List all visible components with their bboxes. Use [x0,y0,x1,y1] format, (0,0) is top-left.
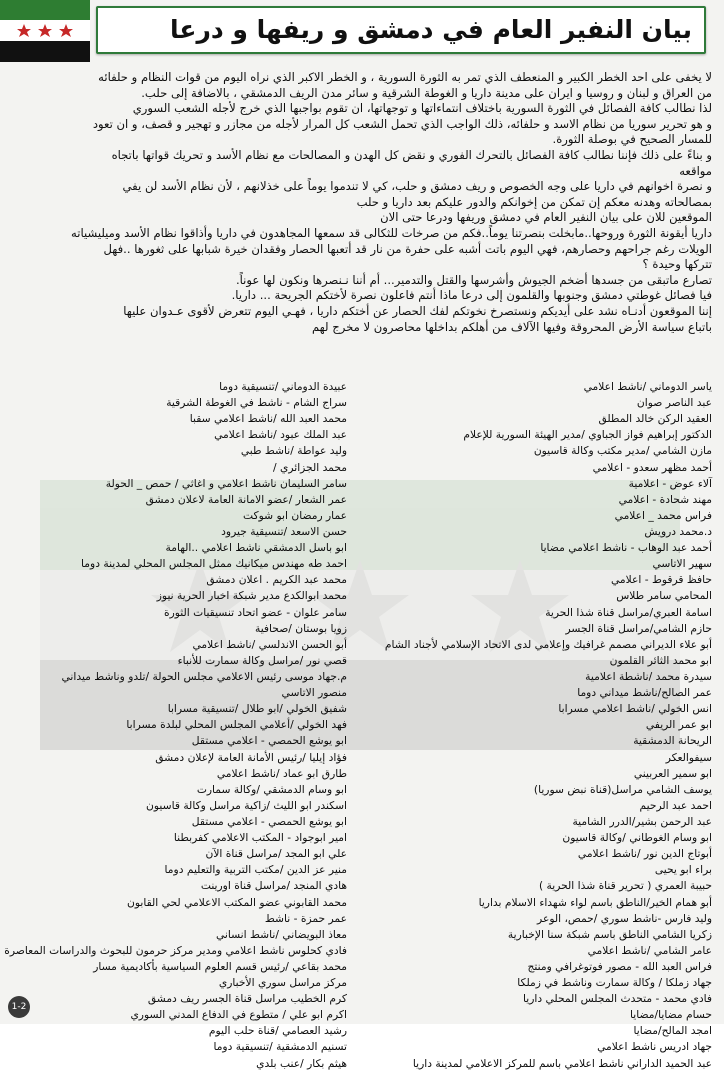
signatory-name: حافظ قرقوط - اعلامي [610,573,712,587]
signatory-name: آلاء عوض - اعلامية [628,476,712,490]
signatory-name: أبوتاج الدين نور /ناشط اعلامي [577,847,712,861]
signatory-name: احمد عبد الرحيم [639,798,712,812]
statement-line: و بناءً على ذلك فإننا نطالب كافة الفصائل بالتحرك الفوري و نقض كل الهدن و المصالحات مع نظام الأسد و تحريك قواتها باتجاه [111,147,712,162]
signatory-name: ابو عمر الريفي [645,718,712,732]
statement-line: باتباع سياسة الأرض المحروقة وفيها الآلاف من أهلكم بداخلها محاصرون لا مخرج لهم [311,319,712,334]
signatory-name: عمر الصالح/ناشط ميداني دوما [577,686,712,700]
signatory-name: مركز مراسل سوري الأخباري [218,976,347,990]
signatory-name: سهير الاتاسي [652,557,712,571]
statement-line: و هو تحرير سوريا من نظام الاسد و حلفائه، ذلك الواجب الذي تحمل الشعب كل المرار لأجله من مجازر و تهجير و قصف، و ان تعود [92,116,712,131]
signatory-name: قصي نور /مراسل وكالة سمارت للأنباء [177,653,347,667]
signatory-name: زكريا الشامي الناطق باسم شبكة سنا الإخبارية [507,927,712,941]
signatory-name: م.جهاد موسى رئيس الاعلامي مجلس الحولة /تلدو وناشط ميداني [61,669,347,683]
signatory-name: أحمد عبد الوهاب - ناشط اعلامي مضايا [540,541,712,555]
signatory-name: يوسف الشامي مراسل(قناة نبض سوريا) [533,782,712,796]
page-title: بيان النفير العام في دمشق و ريفها و درعا [169,15,692,44]
signatory-name: سراج الشام - ناشط في الغوطة الشرقية [166,396,347,410]
signatory-name: ابو يوشع الحمصي - اعلامي مستقل [191,734,347,748]
statement-line: للمسار الصحيح في بوصلة الثورة. [552,132,712,147]
signatory-name: معاذ البويضاني /ناشط انساني [216,927,347,941]
signatory-name: عبيدة الدوماني /تنسيقية دوما [219,380,347,393]
signatory-name: ابو وسام الدمشقي /وكالة سمارت [196,782,347,796]
signatory-name: ابو محمد الثائر القلمون [609,653,712,667]
signatory-name: أبو الحسن الاندلسي /ناشط اعلامي [192,637,347,651]
signatory-name: عبد الملك عبود /ناشط اعلامي [214,428,347,442]
signatory-name: الريحانة الدمشقية [633,734,712,748]
signatory-name: محمد القابوني عضو المكتب الاعلامي لحي القابون [126,895,347,909]
statement-line: بمصالحاته وهدنه معكم إن تمكن من إخوانكم والدور عليكم بعد داريا و حلب [356,194,712,209]
signatory-name: شفيق الخولي /ابو طلال /تنسيقية مسرابا [167,702,347,716]
statement-line: مواقعه [679,163,712,178]
signatory-name: الدكتور إبراهيم فواز الجباوي /مدير الهيئة السورية للإعلام [463,428,712,442]
signatory-name: فؤاد إيليا /رئيس الأمانة العامة لإعلان دمشق [155,750,347,764]
signatory-name: علي ابو المجد /مراسل قناة الآن [205,847,347,861]
statement-line: من العراق و لبنان و روسيا و ايران على مدينة داريا و الغوطة الشرقية و سائر مدن الريف الدمشقي ، بالاضافة إلى حلب. [141,85,712,100]
signatory-name: عامر الشامي /ناشط اعلامي [587,943,712,957]
syrian-revolution-flag-icon [0,0,90,62]
statement-line: إننا الموقعون أدنـاه نشد على أيديكم ونستصرخ نخوتكم لفك الحصار عن أختكم داريا ، فهـي اليوم تتعرض لأقوى عـدوان عليها [123,303,712,318]
signatory-name: أبو علاء الديراني مصمم غرافيك وإعلامي لدى الاتحاد الإسلامي لأجناد الشام [384,637,712,651]
statement-line: الويلات رغم جراحهم وحصارهم، فهي اليوم باتت أشبه على حفرة من نار قد أتعبها الحصار وفقدان خيرة شبابها على ثغورها ..فهل [103,241,712,256]
signatory-name: فادي محمد - متحدث المجلس المحلي داريا [523,992,712,1006]
signatory-name: ابو باسل الدمشقي ناشط اعلامي ..الهامة [165,541,347,555]
signatory-name: عبد الحميد الداراني ناشط اعلامي باسم للمركز الاعلامي لمدينة داريا [412,1056,712,1070]
signatory-name: ياسر الدوماني /ناشط اعلامي [583,380,712,393]
signatory-name: محمد الجزائري / [272,460,347,474]
signatory-name: انس الخولي /ناشط اعلامي مسرابا [558,702,712,716]
signatory-name: فهد الخولي /أعلامي المجلس المحلي لبلدة مسرابا [126,718,347,732]
statement-line: لا يخفى على احد الخطر الكبير و المنعطف الذي تمر به الثورة السورية ، و الخطر الاكبر الذي نراه اليوم من قوات النظام و حلفائه [98,70,712,84]
signatory-name: هيثم بكار /عنب بلدي [256,1056,347,1070]
signatory-name: كرم الخطيب مراسل قناة الجسر ريف دمشق [147,992,347,1006]
signatory-name: سامر علوان - عضو اتحاد تنسيقيات الثورة [164,605,347,619]
signatory-name: احمد طه مهندس ميكانيك ممثل المجلس المحلي لمدينة دوما [81,557,347,571]
statement-line: داريا أيقونة الثورة وروحها..مابخلت بنصرتنا يوماً..فكم من صرخات للثكالى قد سمعها المجاهدون في داريا وأذاقوا نظام الأسد وميليشياته [71,225,712,240]
signatory-name: عمر حمزة - ناشط [264,911,347,925]
signatory-name: وليد فارس -ناشط سوري /حمص، الوعر [537,911,712,925]
statement-line: الموقعين للان على بيان النفير العام في دمشق وريفها ودرعا حتى الان [380,210,712,225]
signatory-name: ابو وسام الغوطاني /وكالة قاسيون [562,831,712,845]
signatory-name: تسنيم الدمشقية /تنسيقية دوما [213,1040,347,1054]
signatories-right-column [370,379,712,1072]
signatory-name: محمد عبد الكريم . اعلان دمشق [206,573,347,587]
signatory-name: امجد المالح/مضايا [633,1024,712,1038]
signatory-name: ابو سمير العربيني [633,766,712,780]
statement-line: تصارع ماتبقى من جسدها أضخم الجيوش وأشرسها والقتل والتدمير... أم أننا نـنصرها ونكون لها عوناً. [235,272,712,287]
signatory-name: عبد الرحمن بشير/الدرر الشامية [572,814,712,828]
signatory-name: عمر الشعار /عضو الامانة العامة لاعلان دمشق [145,492,347,506]
signatory-name: محمد ابوالكدع مدير شبكة اخبار الحرية نيوز [156,589,347,603]
signatory-name: حبيبة العمري ( تحرير قناة شذا الحرية ) [538,879,712,893]
signatory-name: سيدرة محمد /ناشطة اعلامية [585,669,712,683]
signatory-name: منير عز الدين /مكتب التربية والتعليم دوما [164,863,347,877]
signatory-name: زويا بوستان /صحافية [254,621,347,635]
signatory-name: مهند شحادة - اعلامي [618,492,712,506]
signatory-name: فادي كحلوس ناشط اعلامي ومدير مركز حرمون للبحوث والدراسات المعاصرة [4,943,347,957]
signatory-name: محمد العبد الله /ناشط اعلامي سقبا [189,412,347,426]
signatory-name: براء ابو يحيى [654,863,712,877]
signatory-name: هادي المنجد /مراسل قناة اورينت [200,879,347,893]
signatory-name: سيفوالعكر [665,750,712,764]
signatory-name: جهاد ادريس ناشط اعلامي [597,1040,712,1054]
title-bar [96,6,706,54]
signatory-name: منصور الاتاسي [281,686,347,700]
signatory-name: اسامة العبري/مراسل قناة شذا الحرية [545,605,712,619]
signatory-name: سامر السليمان ناشط اعلامي و اغاثي / حمص _ الحولة [105,476,347,490]
statement-text [12,70,712,335]
signatory-name: امير ابوجواد - المكتب الاعلامي كفربطنا [173,831,347,845]
signatory-name: مازن الشامي /مدير مكتب وكالة قاسيون [533,444,712,458]
page-number-badge: 1-2 [8,996,30,1018]
signatory-name: العقيد الركن خالد المطلق [598,412,712,426]
signatory-name: جهاد زملكا / وكالة سمارت وناشط في زملكا [517,976,712,990]
signatory-name: ابو يوشع الحمصي - اعلامي مستقل [191,814,347,828]
signatory-name: عبد الناصر صوان [636,396,712,410]
signatory-name: حازم الشامي/مراسل قناة الجسر [565,621,712,635]
signatory-name: حسام مضايا/مضايا [630,1008,712,1022]
signatory-name: طارق ابو عماد /ناشط اعلامي [216,766,347,780]
signatory-name: فراس العبد الله - مصور فوتوغرافي ومنتج [527,959,712,973]
signatory-name: عمار رمضان ابو شوكت [243,508,347,522]
signatory-name: حسن الاسعد /تنسيقية جيرود [221,524,347,538]
signatory-name: وليد عواطة /ناشط طبي [240,444,347,458]
signatory-name: المحامي سامر طلاس [616,589,712,603]
signatory-name: أبو همام الخير/الناطق باسم لواء شهداء الاسلام بداريا [478,895,712,909]
statement-line: و نصرة اخوانهم في داريا على وجه الخصوص و ريف دمشق و حلب، كي لا تندموا يوماً على خذلانهم ، لأن نظام الأسد لن يفي [122,179,712,194]
statement-line: فيا فصائل غوطتي دمشق وجنوبها والقلمون إلى درعا ماذا أنتم فاعلون نصرة لأختكم الجريحة ... داريا. [231,288,712,303]
signatory-name: اكرم ابو علي / متطوع في الدفاع المدني السوري [130,1008,347,1022]
statement-line: لذا نطالب كافة الفصائل في الثورة السورية باختلاف انتماءاتها و توجهاتها، ان تقوم بواجبها الذي خرج لأجله الشعب السوري [132,101,712,116]
signatory-name: فراس محمد _ اعلامي [614,508,712,522]
signatory-name: د.محمد درويش [644,524,712,538]
signatories-left-column [4,379,347,1072]
signatory-name: محمد بقاعي /رئيس قسم العلوم السياسية بأكاديمية مسار [93,959,347,973]
signatory-name: رشيد العصامي /قناة حلب اليوم [208,1024,347,1038]
statement-line: تتركها وحيدة ؟ [642,257,712,272]
signatory-name: اسكندر ابو الليث /زاكية مراسل وكالة قاسيون [146,798,347,812]
signatory-name: أحمد مظهر سعدو - اعلامي [592,460,712,474]
